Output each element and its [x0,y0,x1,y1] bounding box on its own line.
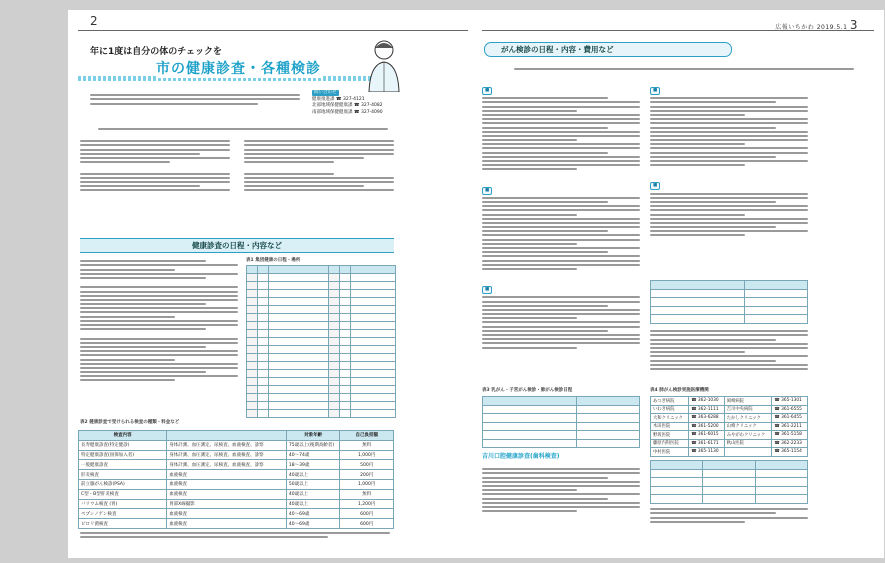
cancer-schedule-table [482,396,640,448]
cancer-intro [514,66,854,72]
table-row: 藤原内科医院 ☎ 361-6171 秋山医院 ☎ 362-2233 [651,439,808,448]
notice-column-right [244,138,394,193]
section-tag: ■ [650,87,660,95]
table-row: 特定健康診査(国保加入者) 身体計測、血圧測定、尿検査、血液検査、診察 40〜74歳 1,000円 [79,450,394,460]
cancer-column-left [482,76,640,351]
table-row: いわき病院 ☎ 362-1111 吉川中央病院 ☎ 361-6555 [651,405,808,414]
table-row: ピロリ菌検査 血液検査 40〜69歳 600円 [79,519,394,529]
contact-item: 健康推進課 ☎ 327-4121 [312,96,365,102]
checkup-details [80,258,238,384]
lead-paragraph [98,126,388,132]
left-page [68,10,478,558]
cancer-banner: がん検診の日程・内容・費用など [484,42,732,57]
table-row: C型・B型肝炎検査 血液検査 40歳以上 無料 [79,489,394,499]
table-row: 大和クリニック ☎ 363-6288 たかしクリニック ☎ 361-6455 [651,414,808,423]
doctor-illustration-icon [364,38,404,92]
header-rule [78,30,468,31]
publication-date: 広報いちかわ 2019.5.1 3 [775,18,858,32]
table-row: 長寿健康診査(特定健診) 身体計測、血圧測定、尿検査、血液検査、診察 75歳以上(後期高齢者) 無料 [79,440,394,450]
section-tag: ■ [482,187,492,195]
table-row: 一般健康診査 身体計測、血圧測定、尿検査、血液検査、診察 18〜39歳 500円 [79,460,394,470]
table-header-row: 検査内容 対象年齢 自己負担額 [79,431,394,441]
contact-item: 北部地域保健健康課 ☎ 327-4082 [312,103,383,108]
table-row: バリウム検査 (胃) 胃部X線撮影 40歳以上 1,200円 [79,499,394,509]
cancer-column-right [650,76,808,239]
lung-schedule-table [650,280,808,324]
application-notes [650,506,808,525]
table-row: 前立腺がん検診(PSA) 血液検査 50歳以上 1,000円 [79,479,394,489]
fee-table-title: 表2 健康診査で受けられる検査の種類・料金など [80,420,180,425]
hospital-table [650,396,808,457]
contact-item: 南部地域保健健康課 ☎ 327-4090 [312,109,383,115]
dental-title: 吉川口腔健康診査(歯科検査) [482,453,560,460]
section-tag: ■ [482,87,492,95]
section-tag: ■ [482,286,492,294]
table-row: 野坂医院 ☎ 361-6015 みやがわクリニック ☎ 361-5158 [651,431,808,440]
lung-table-title: 表4 肺がん検診実施医療機関 [650,388,709,393]
schedule-table-title: 表1 集団健康の日程・場所 [246,258,301,263]
right-page [474,10,884,558]
intro-text [90,92,300,107]
schedule-table-1 [246,258,396,418]
table3-title: 表3 乳がん・子宮がん検診・肺がん検診日程 [482,388,573,393]
footnote [80,530,390,541]
table-row: ペプシノゲン検査 血液検査 40〜69歳 600円 [79,509,394,519]
section-tag: ■ [650,182,660,190]
contact-header: 問い合わせ [314,90,337,95]
fee-table [78,430,394,529]
schedule-grid [246,265,396,418]
table-row: 中村医院 ☎ 365-1130 ☎ 365-1154 [651,448,808,457]
hero-title: 市の健康診査・各種検診 [156,58,321,78]
header-rule [482,30,874,31]
checkup-banner: 健康診査の日程・内容など [80,238,394,253]
page-number-right: 3 [849,18,858,32]
table-row: あつぎ病院 ☎ 362-1030 岡崎病院 ☎ 365-1301 [651,397,808,406]
contact-box [312,90,383,116]
page-number-left: 2 [90,14,98,28]
table-row: 木田医院 ☎ 361-5200 山崎クリニック ☎ 361-2211 [651,422,808,431]
dental-details [482,466,640,514]
application-table [650,460,808,504]
lung-details [650,328,808,372]
notice-column-left [80,138,230,193]
table-row: 肝炎検査 血液検査 40歳以上 200円 [79,470,394,480]
hero-subtitle: 年に1度は自分の体のチェックを [90,47,222,57]
